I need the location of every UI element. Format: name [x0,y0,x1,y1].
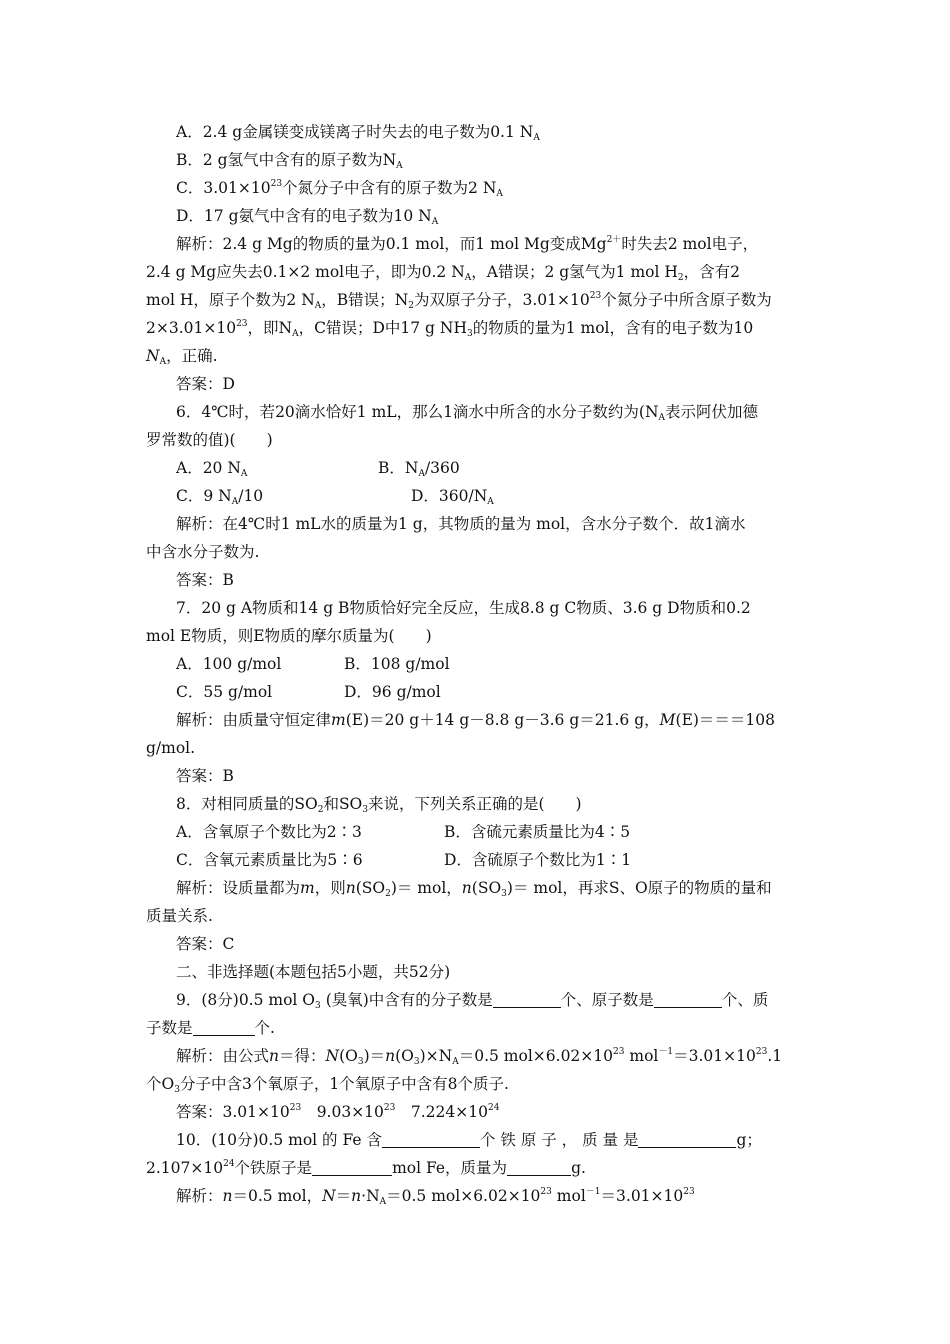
section2-heading: 二、非选择题(本题包括5小题，共52分) [176,963,451,981]
q7-option-b: B．108 g/mol [344,655,450,673]
q5-option-d: D．17 g氨气中含有的电子数为10 $N_A$ [176,207,439,227]
q7-option-c: C．55 g/mol [176,683,273,701]
q6-explanation-line1: 解析：在4℃时1 mL水的质量为1 g，其物质的量为 mol，含水分子数个．故1滴水 [176,515,746,533]
q9-explanation-line1: 解析：由公式n＝得：$N(O_3)=n(O_3)\times N_A=0.5$ $mol\times 6.02\times 10^{23}$ $mol^{-1}=3.01\times 10^{23}.1$ [176,1047,783,1067]
q7-stem-line1: 7．20 g A物质和14 g B物质恰好完全反应，生成8.8 g C物质、3.6 g D物质和0.2 [176,599,751,617]
q8-option-b: B．含硫元素质量比为4∶5 [444,823,631,841]
q6-options-row2 [0,484,950,508]
q10-stem-line2: $2.107\times 10^{24}$个铁原子是 mol Fe，质量为 g. [146,1159,586,1177]
q5-explanation-line2: 2.4 g Mg应失去0.1×2 mol电子，即为0.2 $N_A$，A错误；2 g氢气为1 mol $H_2$，含有2 [146,263,741,283]
q6-option-d: D．$360/N_A$ [411,487,494,507]
q6-stem-line1: 6．4℃时，若20滴水恰好1 mL，那么1滴水中所含的水分子数约为($N_A$表示阿伏加德 [176,403,759,423]
q6-option-c: C．9 $N_A/10$ [176,487,264,507]
q7-answer: 答案：B [176,767,234,785]
q6-answer: 答案：B [176,571,234,589]
q7-options-row1 [0,652,950,676]
q8-answer: 答案：C [176,935,235,953]
q5-explanation-line5: $N_A$，正确. [146,347,218,367]
q9-blank-atoms[interactable] [654,991,722,1008]
q10-blank-mass2[interactable] [507,1159,571,1176]
q6-explanation-line2: 中含水分子数为. [146,543,260,561]
q5-option-c: C．$3.01\times 10^{23}$个氮分子中含有的原子数为2 $N_A$ [176,179,503,199]
q8-option-c: C．含氧元素质量比为5∶6 [176,851,363,869]
q10-explanation-line1: 解析：n＝0.5 mol，$N=n\cdot N_A=0.5$ $mol\times 6.02\times 10^{23}$ $mol^{-1}=3.01\times 10^{23}$ [176,1187,695,1207]
q9-explanation-line2: 个$O_3$分子中含3个氧原子，1个氧原子中含有8个质子. [146,1075,509,1095]
q6-option-a: A．20 $N_A$ [176,459,248,479]
q8-options-row2 [0,848,950,872]
q9-answer: 答案：$3.01\times 10^{23}$ $9.03\times 10^{23}$ $7.224\times 10^{24}$ [176,1103,500,1121]
q5-option-a: A．2.4 g金属镁变成镁离子时失去的电子数为0.1 $N_A$ [176,123,540,143]
q8-stem: 8．对相同质量的$SO_2$和$SO_3$来说，下列关系正确的是( ) [176,795,582,815]
q8-explanation-line1: 解析：设质量都为m，则$n(SO_2)=$ mol，$n(SO_3)=$ mol，再求S、O原子的物质的量和 [176,879,772,899]
q10-blank-mass[interactable] [638,1131,736,1148]
q8-option-d: D．含硫原子个数比为1∶1 [444,851,632,869]
q5-explanation-line3: mol H，原子个数为2 $N_A$，B错误；$N_2$为双原子分子，$3.01\times 10^{23}$个氮分子中所含原子数为 [146,291,772,311]
q8-explanation-line2: 质量关系. [146,907,213,925]
q9-blank-protons[interactable] [193,1019,255,1036]
q7-option-d: D．96 g/mol [344,683,441,701]
q10-blank-moles[interactable] [312,1159,392,1176]
q10-stem-line1: 10．(10分)0.5 mol 的 Fe 含 个 铁 原 子 ， 质 量 是 g； [176,1131,762,1149]
q9-stem-line2: 子数是 个. [146,1019,275,1037]
q9-stem-line1: 9．(8分)0.5 mol $O_3$ (臭氧)中含有的分子数是 个、原子数是 个、质 [176,991,769,1011]
q7-options-row2 [0,680,950,704]
q8-options-row1 [0,820,950,844]
q7-option-a: A．100 g/mol [176,655,282,673]
q5-explanation-line1: 解析：2.4 g Mg的物质的量为0.1 mol，而1 mol Mg变成$Mg^{2+}$时失去2 mol电子， [176,235,759,253]
q9-blank-molecules[interactable] [493,991,561,1008]
q5-option-b: B．2 g氢气中含有的原子数为$N_A$ [176,151,403,171]
q10-blank-atoms[interactable] [382,1131,480,1148]
q7-explanation-line1: 解析：由质量守恒定律m(E)＝20 g＋14 g－8.8 g－3.6 g＝21.6 g，M(E)＝＝＝108 [176,711,776,729]
q5-answer: 答案：D [176,375,235,393]
q7-explanation-line2: g/mol. [146,739,196,757]
q8-option-a: A．含氧原子个数比为2∶3 [176,823,362,841]
q5-explanation-line4: $2\times 3.01\times 10^{23}$，即$N_A$，C错误；D中17 g $NH_3$的物质的量为1 mol，含有的电子数为10 [146,319,754,339]
q6-option-b: B．$N_A/360$ [378,459,460,479]
q6-stem-line2: 罗常数的值)( ) [146,431,273,449]
q6-options-row1 [0,456,950,480]
q7-stem-line2: mol E物质，则E物质的摩尔质量为( ) [146,627,432,645]
